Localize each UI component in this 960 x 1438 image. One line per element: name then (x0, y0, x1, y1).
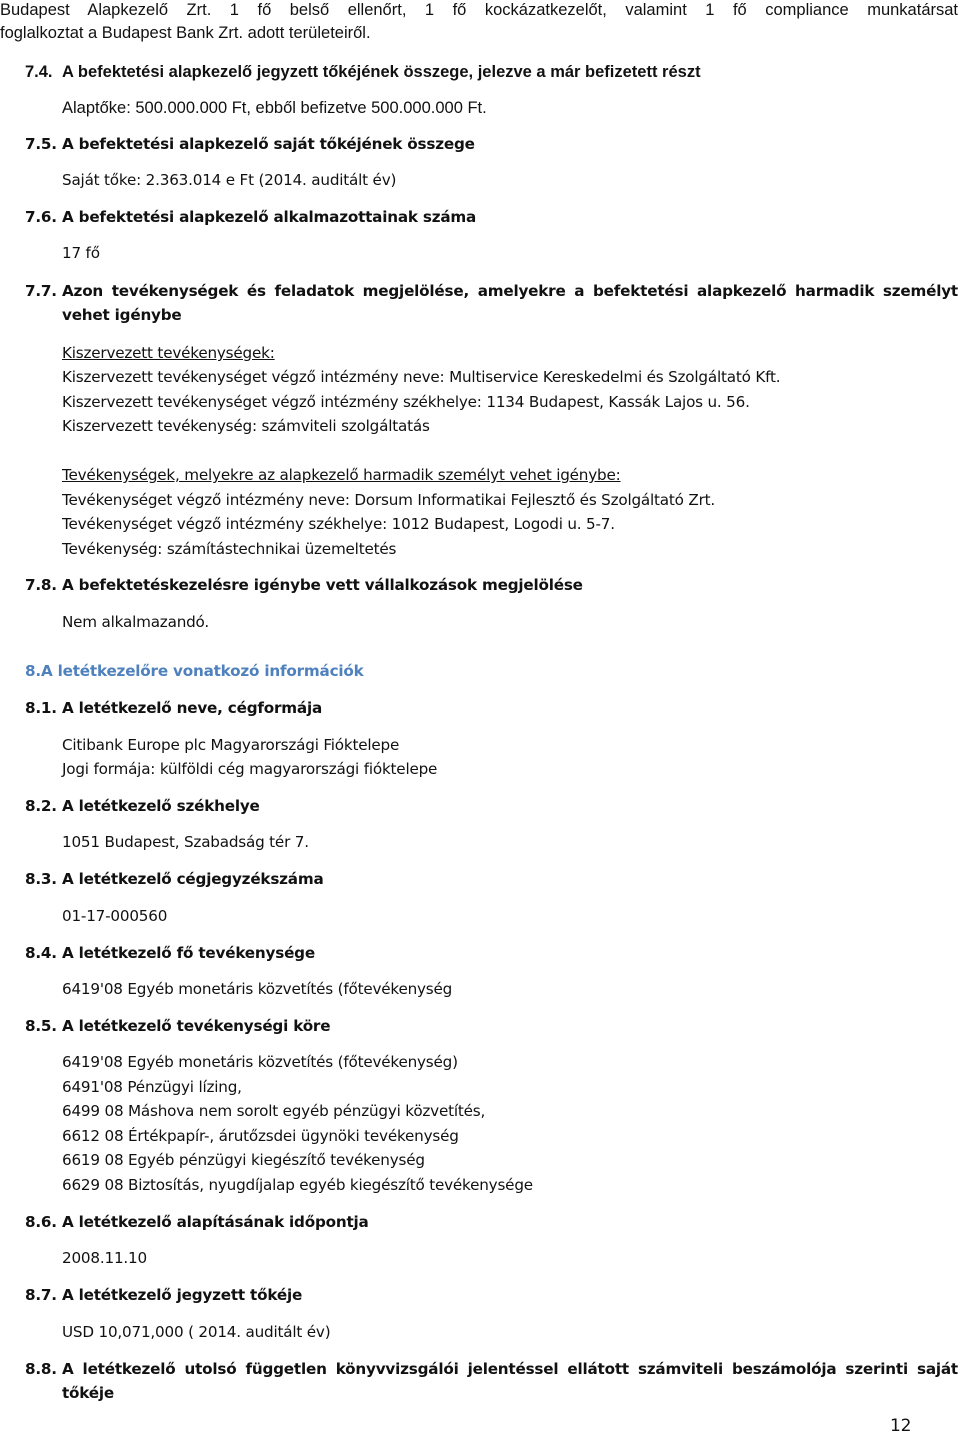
section-7-8-number: 7.8. (25, 576, 57, 594)
section-7-6-title: A befektetési alapkezelő alkalmazottainak száma (62, 208, 477, 226)
section-8-4-number: 8.4. (25, 944, 57, 962)
third-party-line: Tevékenységet végző intézmény székhelye: 1012 Budapest, Logodi u. 5-7. (62, 515, 615, 533)
section-8-1-number: 8.1. (25, 699, 57, 717)
outsourced-heading: Kiszervezett tevékenységek: (62, 344, 275, 362)
section-7-4-body: Alaptőke: 500.000.000 Ft, ebből befizetve 500.000.000 Ft. (62, 99, 487, 117)
intro-line-1: Budapest Alapkezelő Zrt. 1 fő belső ellenőrt, 1 fő kockázatkezelőt, valamint 1 fő compliance munkatársat (0, 1, 958, 19)
section-8-6-number: 8.6. (25, 1213, 57, 1231)
section-7-8-body: Nem alkalmazandó. (62, 613, 210, 631)
outsourced-line: Kiszervezett tevékenységet végző intézmény neve: Multiservice Kereskedelmi és Szolgáltató Kft. (62, 368, 781, 386)
third-party-line: Tevékenységet végző intézmény neve: Dorsum Informatikai Fejlesztő és Szolgáltató Zrt. (62, 491, 716, 509)
section-8-5-number: 8.5. (25, 1017, 57, 1035)
activity-item: 6491'08 Pénzügyi lízing, (62, 1078, 242, 1096)
section-8-3-title: A letétkezelő cégjegyzékszáma (62, 870, 324, 888)
section-7-7-title-line-1: Azon tevékenységek és feladatok megjelölése, amelyekre a befektetési alapkezelő harmadik személyt (62, 282, 958, 300)
section-8-7-number: 8.7. (25, 1286, 57, 1304)
section-7-5-number: 7.5. (25, 135, 57, 153)
section-7-5-title: A befektetési alapkezelő saját tőkéjének összege (62, 135, 475, 153)
section-8-4-body: 6419'08 Egyéb monetáris közvetítés (főtevékenység (62, 980, 453, 998)
section-8-2-title: A letétkezelő székhelye (62, 797, 260, 815)
section-8-7-title: A letétkezelő jegyzett tőkéje (62, 1286, 303, 1304)
page-number: 12 (890, 1416, 912, 1436)
section-8-number: 8. (25, 662, 41, 680)
section-8-6-body: 2008.11.10 (62, 1249, 147, 1267)
intro-line-2: foglalkoztat a Budapest Bank Zrt. adott területeiről. (0, 24, 371, 42)
activity-item: 6499 08 Máshova nem sorolt egyéb pénzügyi közvetítés, (62, 1102, 486, 1120)
section-8-2-body: 1051 Budapest, Szabadság tér 7. (62, 833, 309, 851)
activity-item: 6419'08 Egyéb monetáris közvetítés (főtevékenység) (62, 1053, 458, 1071)
section-8-8-number: 8.8. (25, 1360, 57, 1378)
section-8-1-title: A letétkezelő neve, cégformája (62, 699, 323, 717)
section-7-6-number: 7.6. (25, 208, 57, 226)
section-8-3-number: 8.3. (25, 870, 57, 888)
section-7-4-title: A befektetési alapkezelő jegyzett tőkéjének összege, jelezve a már befizetett részt (62, 63, 701, 81)
outsourced-line: Kiszervezett tevékenység: számviteli szolgáltatás (62, 417, 430, 435)
activity-item: 6629 08 Biztosítás, nyugdíjalap egyéb kiegészítő tevékenysége (62, 1176, 533, 1194)
section-8-title: A letétkezelőre vonatkozó információk (41, 662, 364, 680)
section-8-7-body: USD 10,071,000 ( 2014. auditált év) (62, 1323, 331, 1341)
section-8-8-title-line-2: tőkéje (62, 1384, 114, 1402)
section-8-3-body: 01-17-000560 (62, 907, 168, 925)
section-7-5-body: Saját tőke: 2.363.014 e Ft (2014. auditált év) (62, 171, 397, 189)
section-7-7-title-line-2: vehet igénybe (62, 306, 182, 324)
section-8-5-title: A letétkezelő tevékenységi köre (62, 1017, 331, 1035)
section-7-4-number: 7.4. (25, 63, 53, 81)
outsourced-line: Kiszervezett tevékenységet végző intézmény székhelye: 1134 Budapest, Kassák Lajos u. 56. (62, 393, 750, 411)
third-party-line: Tevékenység: számítástechnikai üzemeltetés (62, 540, 397, 558)
section-8-2-number: 8.2. (25, 797, 57, 815)
section-8-4-title: A letétkezelő fő tevékenysége (62, 944, 315, 962)
activity-item: 6619 08 Egyéb pénzügyi kiegészítő tevékenység (62, 1151, 425, 1169)
section-8-1-line: Jogi formája: külföldi cég magyarországi fióktelepe (62, 760, 438, 778)
section-8-8-title-line-1: A letétkezelő utolsó független könyvvizsgálói jelentéssel ellátott számviteli beszámolója szerinti saját (62, 1360, 958, 1378)
section-7-6-body: 17 fő (62, 244, 100, 262)
section-7-7-number: 7.7. (25, 282, 57, 300)
third-party-heading: Tevékenységek, melyekre az alapkezelő harmadik személyt vehet igénybe: (62, 466, 621, 484)
section-8-1-line: Citibank Europe plc Magyarországi Fióktelepe (62, 736, 400, 754)
section-8-6-title: A letétkezelő alapításának időpontja (62, 1213, 369, 1231)
section-7-8-title: A befektetéskezelésre igénybe vett vállalkozások megjelölése (62, 576, 583, 594)
activity-item: 6612 08 Értékpapír-, árutőzsdei ügynöki tevékenység (62, 1127, 459, 1145)
